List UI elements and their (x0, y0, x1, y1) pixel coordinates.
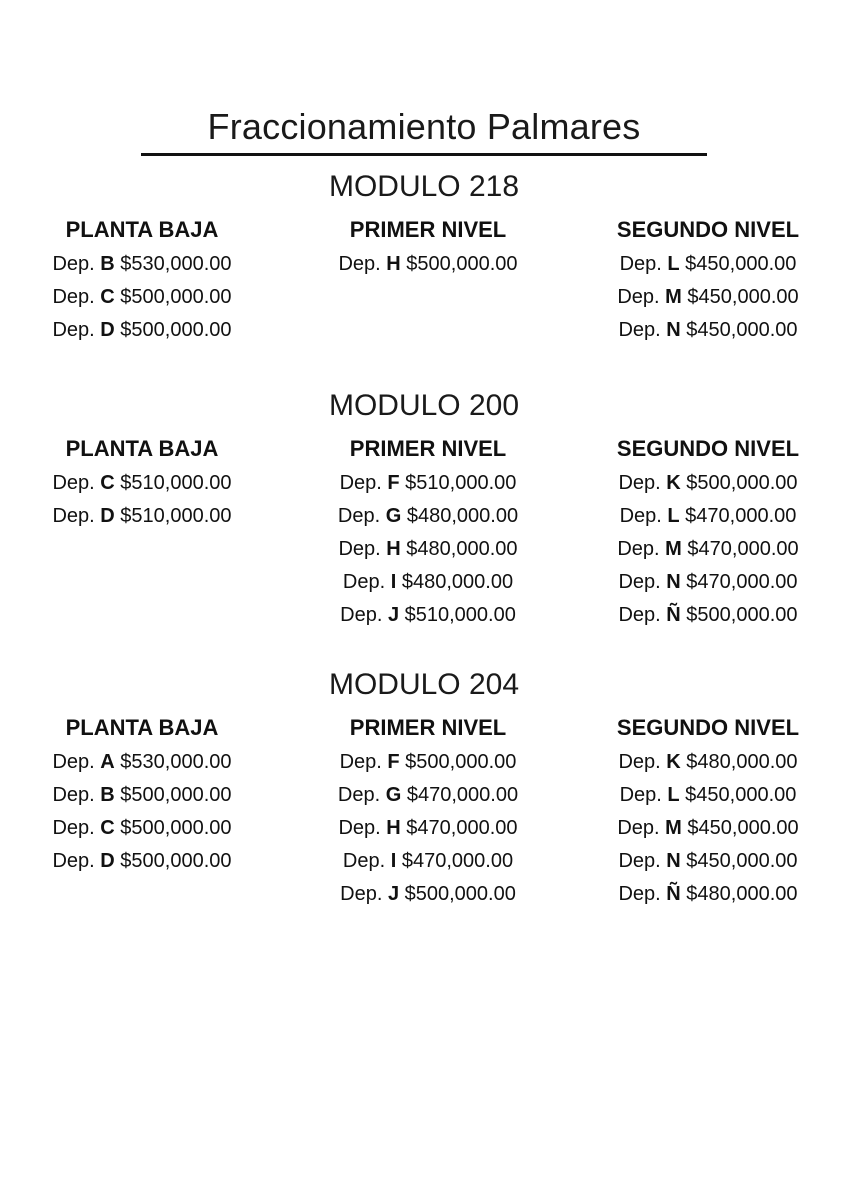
unit-price-row (7, 248, 277, 281)
unit-letter: M (665, 538, 682, 560)
unit-prefix: Dep. (619, 505, 668, 527)
unit-price: $470,000.00 (400, 817, 518, 839)
unit-prefix: Dep. (52, 817, 101, 839)
unit-price: $480,000.00 (680, 883, 798, 905)
unit-price: $500,000.00 (114, 319, 232, 341)
unit-letter: J (387, 883, 400, 905)
unit-letter: M (665, 286, 682, 308)
level-column (293, 212, 563, 281)
unit-letter: B (100, 784, 115, 806)
unit-prefix: Dep. (338, 817, 387, 839)
unit-price-row (573, 812, 843, 845)
level-column (573, 431, 843, 632)
level-column (293, 710, 563, 911)
level-column (573, 710, 843, 911)
unit-price: $500,000.00 (399, 751, 517, 773)
unit-price-row (573, 599, 843, 632)
unit-price: $480,000.00 (401, 505, 519, 527)
level-heading: SEGUNDO NIVEL (616, 436, 800, 461)
module-title: MODULO 204 (328, 668, 520, 701)
unit-letter: G (385, 505, 402, 527)
unit-price-row (573, 314, 843, 347)
unit-price: $530,000.00 (114, 751, 232, 773)
unit-prefix: Dep. (52, 850, 101, 872)
level-heading: SEGUNDO NIVEL (616, 715, 800, 740)
unit-price-row (573, 566, 843, 599)
unit-letter: B (100, 253, 115, 275)
unit-letter: K (666, 472, 681, 494)
module-title: MODULO 200 (328, 389, 520, 422)
unit-price: $510,000.00 (114, 505, 232, 527)
unit-letter: Ñ (666, 604, 681, 626)
unit-letter: D (100, 850, 115, 872)
title-underline (141, 153, 707, 156)
unit-price: $480,000.00 (396, 571, 514, 593)
unit-prefix: Dep. (52, 784, 101, 806)
unit-price-row (293, 845, 563, 878)
unit-letter: H (386, 538, 401, 560)
unit-price-row (7, 281, 277, 314)
unit-price: $480,000.00 (400, 538, 518, 560)
unit-price-row (573, 845, 843, 878)
unit-price: $450,000.00 (679, 253, 797, 275)
unit-prefix: Dep. (617, 538, 666, 560)
unit-list (293, 248, 563, 281)
unit-prefix: Dep. (618, 604, 667, 626)
unit-list (293, 467, 563, 632)
unit-price-row (573, 467, 843, 500)
level-column (7, 212, 277, 347)
unit-prefix: Dep. (338, 538, 387, 560)
unit-price: $510,000.00 (114, 472, 232, 494)
unit-letter: F (387, 751, 400, 773)
unit-price-row (573, 746, 843, 779)
unit-price: $470,000.00 (396, 850, 514, 872)
unit-price-row (293, 779, 563, 812)
unit-prefix: Dep. (52, 286, 101, 308)
unit-price: $500,000.00 (680, 604, 798, 626)
unit-price: $450,000.00 (680, 850, 798, 872)
unit-price-row (293, 878, 563, 911)
unit-price-row (293, 599, 563, 632)
unit-price-row (573, 779, 843, 812)
unit-list (573, 467, 843, 632)
unit-price: $510,000.00 (399, 472, 517, 494)
unit-price-row (7, 812, 277, 845)
unit-price: $470,000.00 (680, 571, 798, 593)
unit-prefix: Dep. (337, 784, 386, 806)
unit-list (7, 746, 277, 878)
unit-price-row (293, 812, 563, 845)
unit-price-row (573, 281, 843, 314)
unit-prefix: Dep. (340, 604, 388, 626)
unit-prefix: Dep. (618, 883, 667, 905)
unit-price-row (293, 467, 563, 500)
unit-prefix: Dep. (618, 472, 667, 494)
unit-price-row (293, 746, 563, 779)
unit-letter: N (666, 571, 681, 593)
unit-letter: L (667, 505, 680, 527)
level-column (573, 212, 843, 347)
unit-prefix: Dep. (52, 253, 101, 275)
unit-letter: L (667, 784, 680, 806)
unit-letter: I (390, 850, 397, 872)
unit-prefix: Dep. (52, 319, 101, 341)
unit-prefix: Dep. (338, 253, 387, 275)
unit-price: $450,000.00 (680, 319, 798, 341)
unit-price-row (293, 500, 563, 533)
unit-list (7, 248, 277, 347)
unit-price: $500,000.00 (114, 784, 232, 806)
unit-letter: C (100, 286, 115, 308)
unit-price: $500,000.00 (680, 472, 798, 494)
unit-list (293, 746, 563, 911)
unit-letter: A (100, 751, 115, 773)
unit-prefix: Dep. (342, 571, 391, 593)
unit-price-row (293, 533, 563, 566)
unit-price: $510,000.00 (399, 604, 516, 626)
unit-letter: N (666, 319, 681, 341)
unit-prefix: Dep. (52, 751, 101, 773)
unit-prefix: Dep. (618, 751, 667, 773)
unit-prefix: Dep. (618, 319, 667, 341)
unit-price: $500,000.00 (114, 850, 232, 872)
level-column (7, 431, 277, 533)
unit-price-row (293, 248, 563, 281)
unit-prefix: Dep. (619, 253, 668, 275)
unit-price-row (573, 878, 843, 911)
unit-prefix: Dep. (618, 850, 667, 872)
unit-letter: L (667, 253, 680, 275)
unit-letter: D (100, 319, 115, 341)
unit-letter: H (386, 253, 401, 275)
unit-price: $500,000.00 (114, 817, 232, 839)
unit-price-row (7, 314, 277, 347)
unit-prefix: Dep. (52, 505, 101, 527)
unit-letter: Ñ (666, 883, 681, 905)
unit-price: $500,000.00 (399, 883, 516, 905)
unit-list (7, 467, 277, 533)
unit-price: $450,000.00 (681, 817, 799, 839)
level-heading: PRIMER NIVEL (349, 715, 507, 740)
level-heading: SEGUNDO NIVEL (616, 217, 800, 242)
unit-letter: G (385, 784, 402, 806)
unit-prefix: Dep. (337, 505, 386, 527)
unit-prefix: Dep. (619, 784, 668, 806)
unit-price: $450,000.00 (679, 784, 797, 806)
unit-price-row (7, 746, 277, 779)
level-heading: PRIMER NIVEL (349, 217, 507, 242)
unit-list (573, 746, 843, 911)
unit-price-row (7, 467, 277, 500)
unit-price: $470,000.00 (401, 784, 519, 806)
level-column (7, 710, 277, 878)
level-column (293, 431, 563, 632)
unit-price-row (573, 248, 843, 281)
unit-price-row (7, 500, 277, 533)
unit-letter: K (666, 751, 681, 773)
unit-prefix: Dep. (342, 850, 391, 872)
unit-letter: H (386, 817, 401, 839)
unit-price: $470,000.00 (679, 505, 797, 527)
unit-prefix: Dep. (617, 286, 666, 308)
unit-price: $480,000.00 (680, 751, 798, 773)
unit-price-row (573, 500, 843, 533)
unit-prefix: Dep. (339, 472, 388, 494)
unit-prefix: Dep. (340, 883, 388, 905)
unit-letter: C (100, 472, 115, 494)
unit-letter: F (387, 472, 400, 494)
unit-price: $470,000.00 (681, 538, 799, 560)
page-title: Fraccionamiento Palmares (207, 106, 641, 147)
unit-list (573, 248, 843, 347)
unit-prefix: Dep. (618, 571, 667, 593)
module-title: MODULO 218 (328, 170, 520, 203)
unit-price-row (7, 845, 277, 878)
unit-price: $450,000.00 (681, 286, 799, 308)
unit-price-row (573, 533, 843, 566)
unit-letter: C (100, 817, 115, 839)
unit-prefix: Dep. (339, 751, 388, 773)
unit-letter: J (387, 604, 400, 626)
unit-letter: I (390, 571, 397, 593)
unit-prefix: Dep. (617, 817, 666, 839)
level-heading: PLANTA BAJA (65, 715, 219, 740)
level-heading: PRIMER NIVEL (349, 436, 507, 461)
unit-letter: N (666, 850, 681, 872)
unit-price: $500,000.00 (400, 253, 518, 275)
unit-letter: D (100, 505, 115, 527)
unit-price: $500,000.00 (114, 286, 232, 308)
unit-prefix: Dep. (52, 472, 101, 494)
level-heading: PLANTA BAJA (65, 217, 219, 242)
unit-price-row (293, 566, 563, 599)
unit-price-row (7, 779, 277, 812)
unit-price: $530,000.00 (114, 253, 232, 275)
level-heading: PLANTA BAJA (65, 436, 219, 461)
unit-letter: M (665, 817, 682, 839)
